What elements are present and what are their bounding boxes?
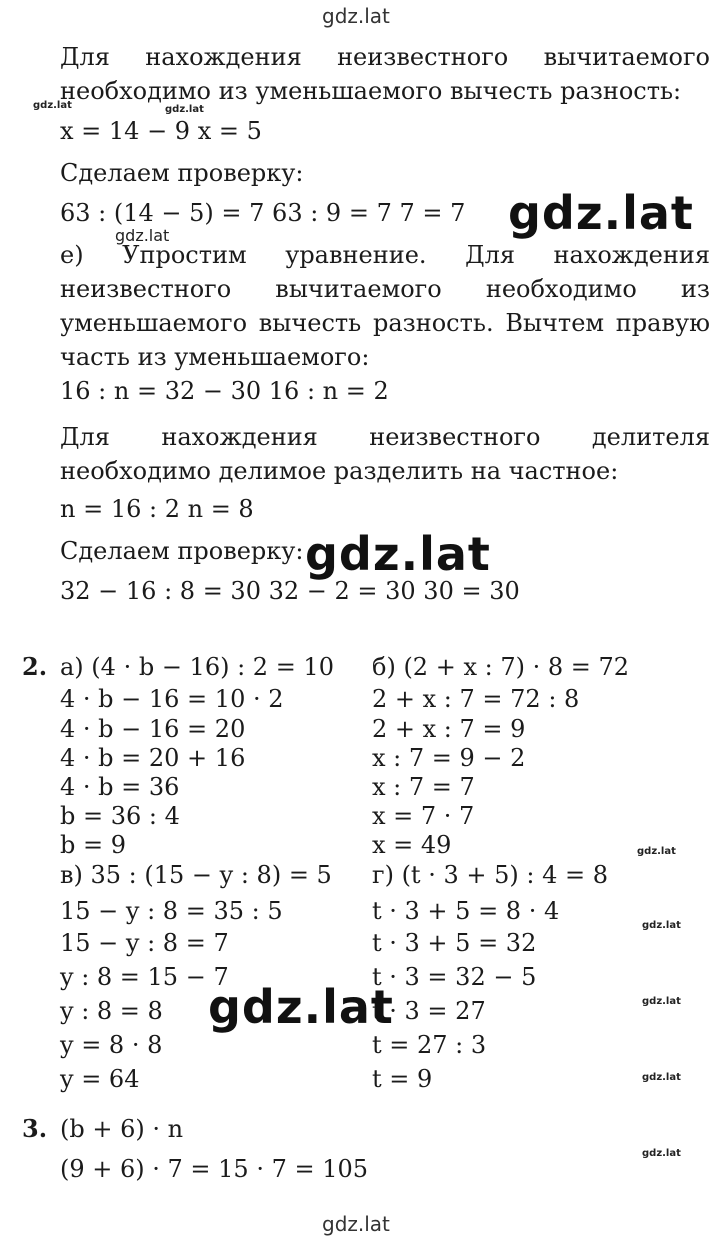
solution-line: 4 · b − 16 = 20 <box>60 715 246 743</box>
solution-line: 4 · b − 16 = 10 · 2 <box>60 685 284 713</box>
equation-n-result: n = 16 : 2 n = 8 <box>60 495 254 523</box>
watermark-small: gdz.lat <box>642 1148 681 1159</box>
watermark-top: gdz.lat <box>322 4 390 28</box>
paragraph-divisor-rule: Для нахождения неизвестного делителя необходимо делимое разделить на частное: <box>60 423 710 485</box>
solution-line: b = 9 <box>60 831 126 859</box>
solution-line: y = 64 <box>60 1065 140 1093</box>
expression: (b + 6) · n <box>60 1115 184 1143</box>
solution-line: x : 7 = 9 − 2 <box>372 744 526 772</box>
watermark-large: gdz.lat <box>208 980 394 1034</box>
watermark-small: gdz.lat <box>165 104 204 115</box>
expression-evaluation: (9 + 6) · 7 = 15 · 7 = 105 <box>60 1155 369 1183</box>
watermark-small: gdz.lat <box>642 920 681 931</box>
solution-line: t = 27 : 3 <box>372 1031 487 1059</box>
solution-line: в) 35 : (15 − y : 8) = 5 <box>60 861 332 889</box>
watermark-small: gdz.lat <box>33 100 72 111</box>
watermark-small: gdz.lat <box>642 996 681 1007</box>
watermark-large: gdz.lat <box>508 186 694 240</box>
watermark-medium: gdz.lat <box>115 226 170 245</box>
solution-line: 2 + x : 7 = 9 <box>372 715 526 743</box>
solution-line: t · 3 + 5 = 32 <box>372 929 537 957</box>
solution-line: x = 49 <box>372 831 452 859</box>
solution-line: t · 3 = 27 <box>372 997 486 1025</box>
solution-line: 4 · b = 20 + 16 <box>60 744 246 772</box>
solution-line: t = 9 <box>372 1065 433 1093</box>
watermark-large: gdz.lat <box>305 527 491 581</box>
solution-line: 4 · b = 36 <box>60 773 180 801</box>
watermark-bottom: gdz.lat <box>322 1212 390 1236</box>
solution-line: б) (2 + x : 7) · 8 = 72 <box>372 653 630 681</box>
solution-line: г) (t · 3 + 5) : 4 = 8 <box>372 861 608 889</box>
equation-check-2: 32 − 16 : 8 = 30 32 − 2 = 30 30 = 30 <box>60 577 520 605</box>
equation-x: x = 14 − 9 x = 5 <box>60 117 262 145</box>
watermark-small: gdz.lat <box>642 1072 681 1083</box>
paragraph-subtrahend-rule: Для нахождения неизвестного вычитаемого необходимо из уменьшаемого вычесть разность: <box>60 43 710 105</box>
solution-line: 2 + x : 7 = 72 : 8 <box>372 685 580 713</box>
solution-line: y = 8 · 8 <box>60 1031 163 1059</box>
solution-line: x : 7 = 7 <box>372 773 475 801</box>
check-label: Сделаем проверку: <box>60 159 304 187</box>
task-number-3: 3. <box>22 1114 48 1143</box>
solution-line: b = 36 : 4 <box>60 802 180 830</box>
solution-line: t · 3 + 5 = 8 · 4 <box>372 897 560 925</box>
solution-line: y : 8 = 8 <box>60 997 163 1025</box>
equation-n: 16 : n = 32 − 30 16 : n = 2 <box>60 377 389 405</box>
solution-line: y : 8 = 15 − 7 <box>60 963 229 991</box>
solution-line: 15 − y : 8 = 35 : 5 <box>60 897 283 925</box>
check-label-2: Сделаем проверку: <box>60 537 304 565</box>
solution-line: 15 − y : 8 = 7 <box>60 929 229 957</box>
solution-line: x = 7 · 7 <box>372 802 475 830</box>
watermark-small: gdz.lat <box>637 846 676 857</box>
task-number-2: 2. <box>22 652 48 681</box>
paragraph-simplify: е) Упростим уравнение. Для нахождения неизвестного вычитаемого необходимо из уменьшаемого вычесть разность. Вычтем правую часть из уменьшаемого: <box>60 241 710 371</box>
solution-line: t · 3 = 32 − 5 <box>372 963 537 991</box>
solution-line: а) (4 · b − 16) : 2 = 10 <box>60 653 334 681</box>
equation-check-1: 63 : (14 − 5) = 7 63 : 9 = 7 7 = 7 <box>60 199 466 227</box>
